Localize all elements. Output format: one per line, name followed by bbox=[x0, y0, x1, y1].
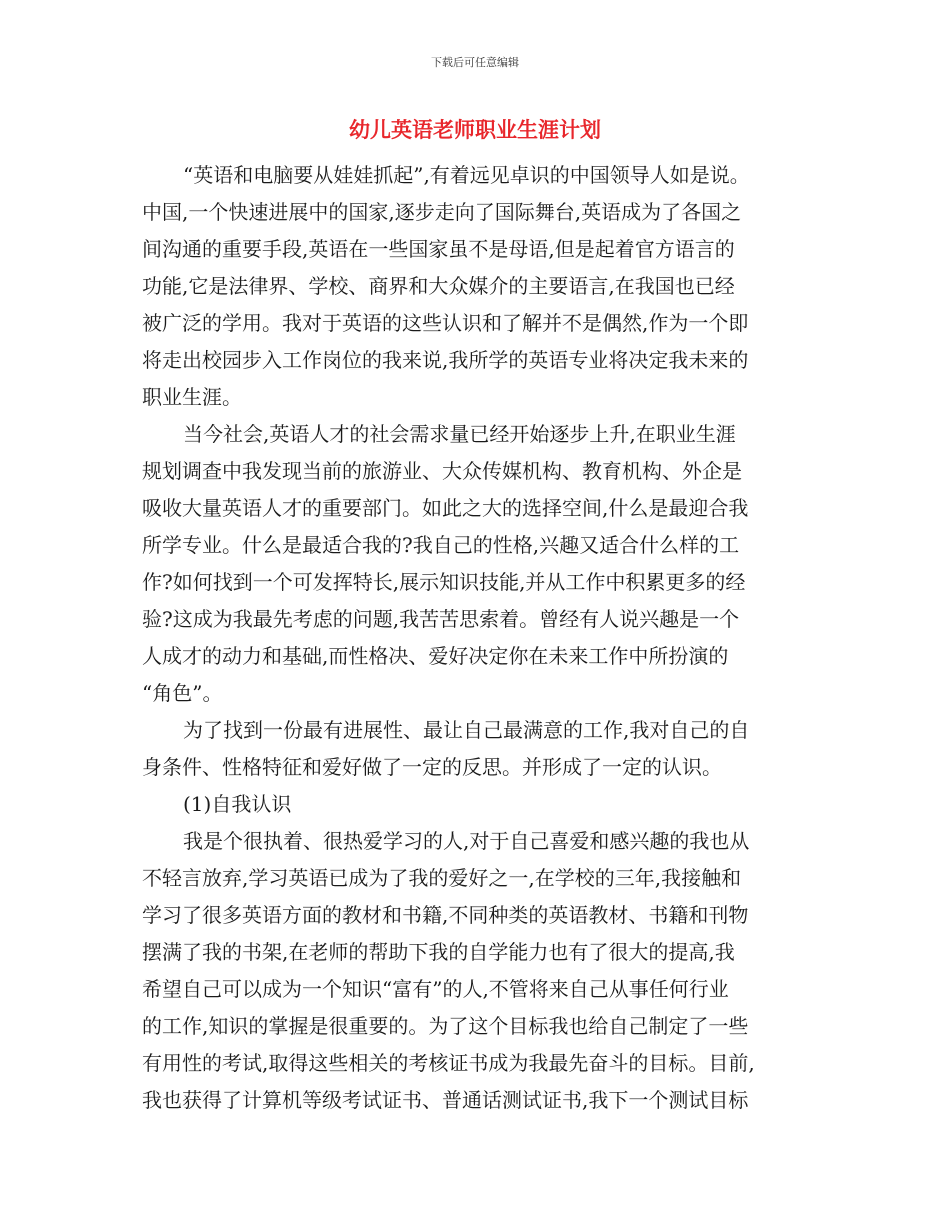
body-line: 中国,一个快速进展中的国家,逐步走向了国际舞台,英语成为了各国之 bbox=[142, 200, 742, 224]
body-line: 人成才的动力和基础,而性格决、爱好决定你在未来工作中所扮演的 bbox=[142, 644, 729, 668]
body-line: 身条件、性格特征和爱好做了一定的反思。并形成了一定的认识。 bbox=[142, 755, 722, 779]
body-line: 希望自己可以成为一个知识“富有”的人,不管将来自己从事任何行业 bbox=[142, 977, 729, 1001]
body-line: 职业生涯。 bbox=[142, 385, 242, 409]
body-line: 功能,它是法律界、学校、商界和大众媒介的主要语言,在我国也已经 bbox=[142, 274, 735, 298]
body-line: 为了找到一份最有进展性、最让自己最满意的工作,我对自己的自 bbox=[183, 718, 750, 742]
section-heading: (1)自我认识 bbox=[183, 792, 292, 816]
body-line: “英语和电脑要从娃娃抓起”,有着远见卓识的中国领导人如是说。 bbox=[183, 163, 750, 187]
document-title: 幼儿英语老师职业生涯计划 bbox=[349, 118, 601, 142]
header-note: 下载后可任意编辑 bbox=[431, 56, 519, 69]
body-line: 所学专业。什么是最适合我的?我自己的性格,兴趣又适合什么样的工 bbox=[142, 533, 740, 557]
body-line: 学习了很多英语方面的教材和书籍,不同种类的英语教材、书籍和刊物 bbox=[142, 903, 749, 927]
body-line: 我也获得了计算机等级考试证书、普通话测试证书,我下一个测试目标 bbox=[142, 1088, 749, 1112]
body-line: 间沟通的重要手段,英语在一些国家虽不是母语,但是起着官方语言的 bbox=[142, 237, 735, 261]
body-line: 摆满了我的书架,在老师的帮助下我的自学能力也有了很大的提高,我 bbox=[142, 940, 735, 964]
body-line: 我是个很执着、很热爱学习的人,对于自己喜爱和感兴趣的我也从 bbox=[183, 829, 750, 853]
body-line: “角色”。 bbox=[142, 681, 223, 705]
body-line: 作?如何找到一个可发挥特长,展示知识技能,并从工作中积累更多的经 bbox=[142, 570, 746, 594]
body-line: 有用性的考试,取得这些相关的考核证书成为我最先奋斗的目标。目前, bbox=[142, 1051, 755, 1075]
body-line: 的工作,知识的掌握是很重要的。为了这个目标我也给自己制定了一些 bbox=[142, 1014, 749, 1038]
body-line: 吸收大量英语人才的重要部门。如此之大的选择空间,什么是最迎合我 bbox=[142, 496, 749, 520]
body-line: 不轻言放弃,学习英语已成为了我的爱好之一,在学校的三年,我接触和 bbox=[142, 866, 742, 890]
body-line: 规划调查中我发现当前的旅游业、大众传媒机构、教育机构、外企是 bbox=[142, 459, 742, 483]
body-line: 将走出校园步入工作岗位的我来说,我所学的英语专业将决定我未来的 bbox=[142, 348, 749, 372]
body-line: 当今社会,英语人才的社会需求量已经开始逐步上升,在职业生涯 bbox=[183, 422, 736, 446]
body-line: 被广泛的学用。我对于英语的这些认识和了解并不是偶然,作为一个即 bbox=[142, 311, 749, 335]
body-line: 验?这成为我最先考虑的问题,我苦苦思索着。曾经有人说兴趣是一个 bbox=[142, 607, 740, 631]
